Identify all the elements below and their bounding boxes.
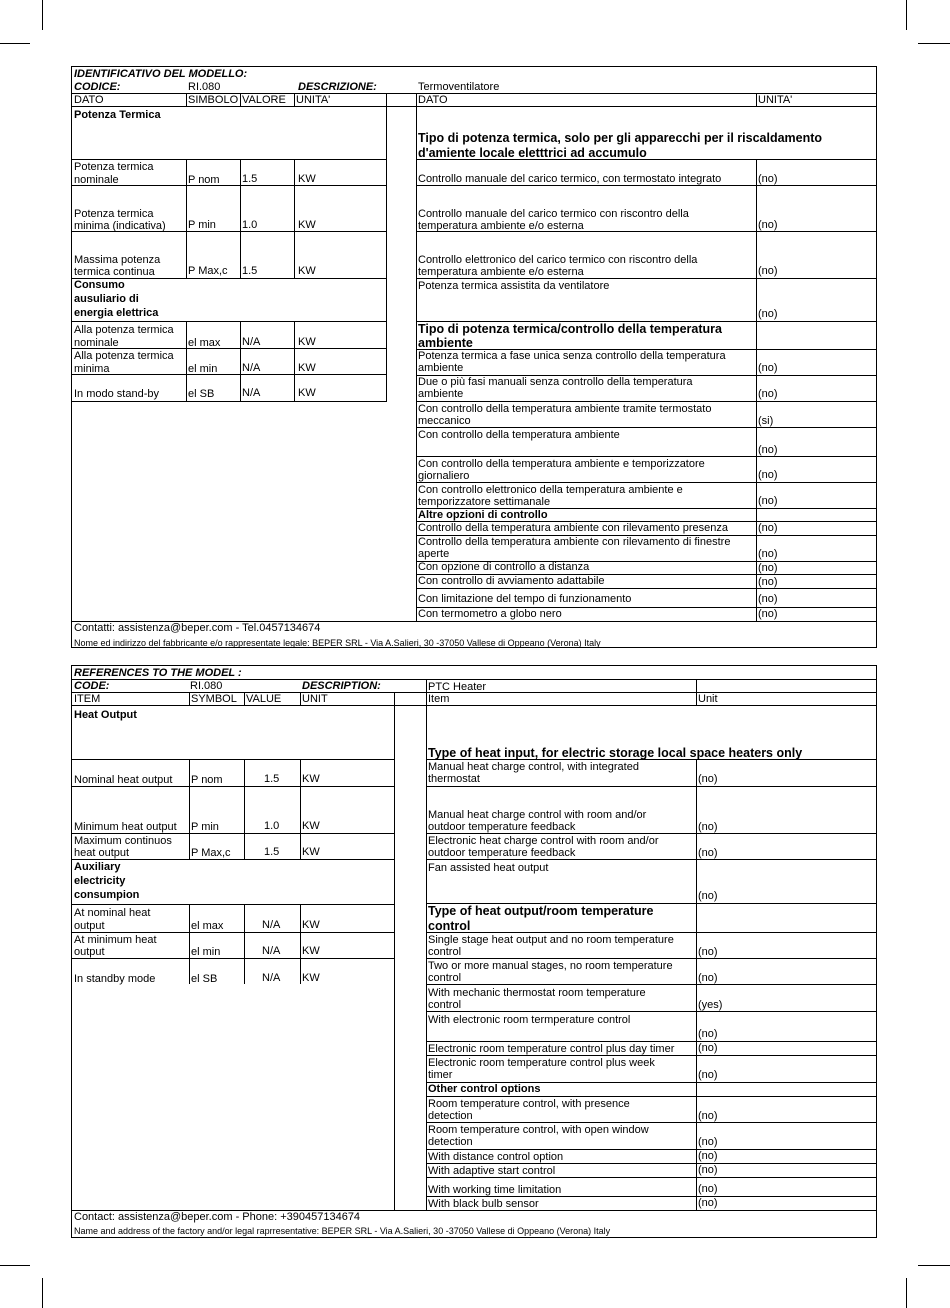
row-unit: KW xyxy=(298,387,316,399)
aux-title: Auxiliary xyxy=(74,861,121,873)
row-label: In standby mode xyxy=(74,973,156,985)
description-value: PTC Heater xyxy=(428,681,487,693)
crop-mark xyxy=(42,0,43,30)
heat-output-title: Potenza Termica xyxy=(74,109,161,121)
row-unit: KW xyxy=(298,219,316,231)
row-symbol: el max xyxy=(188,337,221,349)
col-symbol: SIMBOLO xyxy=(188,94,239,106)
col-value: VALORE xyxy=(242,94,286,106)
right-heading: control xyxy=(428,919,471,933)
right-row-value: (no) xyxy=(698,1028,718,1040)
row-label: At minimum heat xyxy=(74,934,157,946)
manufacturer-address: Nome ed indirizzo del fabbricante e/o rappresentate legale: BEPER SRL - Via A.Salieri, 30 -37050 Vallese di Oppeano (Verona) Italy xyxy=(74,638,601,648)
sheet-title: REFERENCES TO THE MODEL : xyxy=(74,667,242,679)
crop-mark xyxy=(0,43,30,44)
right-row-label: ambiente xyxy=(418,388,464,400)
row-label: At nominal heat xyxy=(74,907,151,919)
right-row-value: (no) xyxy=(758,608,778,620)
right-heading: d'amiente locale eletttrici ad accumulo xyxy=(418,146,647,160)
crop-mark xyxy=(906,0,907,30)
right-row-label: With distance control option xyxy=(428,1151,564,1163)
right-row-value: (no) xyxy=(758,219,778,231)
right-row-value: (no) xyxy=(758,562,778,574)
right-row-value: (no) xyxy=(758,469,778,481)
right-row-value: (no) xyxy=(698,1042,718,1054)
row-label: termica continua xyxy=(74,266,155,278)
right-row-label: Con controllo di avviamento adattabile xyxy=(418,575,605,587)
right-row-label: Manual heat charge control with room and/or xyxy=(428,809,647,821)
right-heading: Type of heat output/room temperature xyxy=(428,904,654,918)
other-options-title: Other control options xyxy=(428,1083,541,1095)
right-row-label: temporizzatore settimanale xyxy=(418,496,551,508)
right-row-label: outdoor temperature feedback xyxy=(428,847,576,859)
right-heading: Tipo di potenza termica/controllo della temperatura xyxy=(418,322,722,336)
right-row-label: outdoor temperature feedback xyxy=(428,821,576,833)
crop-mark xyxy=(918,43,950,44)
right-row-value: (no) xyxy=(698,1069,718,1081)
right-row-label: detection xyxy=(428,1136,473,1148)
right-row-label: Manual heat charge control, with integrated xyxy=(428,761,639,773)
aux-title: electricity xyxy=(74,875,126,887)
right-row-value: (no) xyxy=(698,946,718,958)
aux-title: Consumo xyxy=(74,279,125,291)
right-row-value: (no) xyxy=(698,1183,718,1195)
aux-title: energia elettrica xyxy=(74,307,159,319)
right-row-value: (no) xyxy=(698,821,718,833)
right-row-label: Con controllo della temperatura ambiente e temporizzatore xyxy=(418,458,705,470)
english-spec-sheet xyxy=(71,665,877,1238)
col-value: VALUE xyxy=(246,693,282,705)
row-unit: KW xyxy=(302,919,320,931)
row-symbol: el max xyxy=(191,920,224,932)
right-row-label: temperatura ambiente e/o esterna xyxy=(418,266,584,278)
right-row-label: With electronic room termperature control xyxy=(428,1014,631,1026)
crop-mark xyxy=(42,1278,43,1308)
row-value: 1.0 xyxy=(242,219,258,231)
row-value: 1.5 xyxy=(264,773,280,785)
row-unit: KW xyxy=(302,773,320,785)
row-value: N/A xyxy=(262,945,281,957)
row-unit: KW xyxy=(302,820,320,832)
right-row-label: Electronic heat charge control with room and/or xyxy=(428,835,659,847)
right-row-label: Room temperature control, with presence xyxy=(428,1098,630,1110)
sheet-title: IDENTIFICATIVO DEL MODELLO: xyxy=(74,68,248,80)
description-value: Termoventilatore xyxy=(418,81,500,93)
row-unit: KW xyxy=(298,336,316,348)
code-value: RI.080 xyxy=(188,81,221,93)
code-label: CODICE: xyxy=(74,81,121,93)
right-row-label: Controllo manuale del carico termico, con termostato integrato xyxy=(418,173,722,185)
row-label: minima (indicativa) xyxy=(74,220,166,232)
row-symbol: P Max,c xyxy=(188,265,228,277)
right-row-value: (no) xyxy=(758,495,778,507)
right-heading: ambiente xyxy=(418,336,473,350)
right-row-label: giornaliero xyxy=(418,470,470,482)
right-row-label: Two or more manual stages, no room temperature xyxy=(428,960,673,972)
right-row-label: Potenza termica assistita da ventilatore xyxy=(418,280,610,292)
right-row-label: detection xyxy=(428,1110,473,1122)
col-symbol: SYMBOL xyxy=(191,693,237,705)
row-unit: KW xyxy=(298,265,316,277)
right-row-label: Electronic room temperature control plus week xyxy=(428,1057,655,1069)
description-label: DESCRIPTION: xyxy=(302,680,381,692)
right-row-label: Controllo manuale del carico termico con riscontro della xyxy=(418,208,689,220)
row-label: Nominal heat output xyxy=(74,774,173,786)
col-unit-right: UNITA' xyxy=(758,94,793,106)
row-symbol: el SB xyxy=(191,973,218,985)
right-row-label: Con opzione di controllo a distanza xyxy=(418,561,590,573)
right-row-value: (no) xyxy=(758,576,778,588)
right-row-label: Potenza termica a fase unica senza controllo della temperatura xyxy=(418,350,726,362)
right-row-label: With working time limitation xyxy=(428,1184,562,1196)
right-row-label: thermostat xyxy=(428,773,480,785)
row-label: Massima potenza xyxy=(74,254,161,266)
row-unit: KW xyxy=(298,173,316,185)
right-row-label: aperte xyxy=(418,548,450,560)
right-row-value: (si) xyxy=(758,415,774,427)
right-row-label: timer xyxy=(428,1069,453,1081)
right-row-value: (no) xyxy=(758,308,778,320)
row-symbol: P min xyxy=(191,821,219,833)
row-unit: KW xyxy=(302,846,320,858)
col-unit: UNIT xyxy=(302,693,328,705)
code-label: CODE: xyxy=(74,680,110,692)
row-label: In modo stand-by xyxy=(74,388,159,400)
row-label: output xyxy=(74,920,105,932)
right-row-value: (no) xyxy=(698,890,718,902)
right-row-value: (no) xyxy=(758,362,778,374)
row-value: N/A xyxy=(242,387,261,399)
right-row-value: (no) xyxy=(698,773,718,785)
row-label: nominale xyxy=(74,174,119,186)
crop-mark xyxy=(0,1265,30,1266)
row-symbol: P nom xyxy=(188,174,220,186)
row-value: 1.5 xyxy=(242,265,258,277)
right-row-value: (no) xyxy=(758,444,778,456)
right-row-label: Controllo elettronico del carico termico con riscontro della xyxy=(418,254,698,266)
crop-mark xyxy=(906,1278,907,1308)
row-label: heat output xyxy=(74,847,130,859)
right-row-value: (no) xyxy=(698,847,718,859)
right-row-label: With mechanic thermostat room temperature xyxy=(428,987,646,999)
right-row-value: (no) xyxy=(698,1110,718,1122)
row-symbol: el SB xyxy=(188,388,215,400)
aux-title: ausuliario di xyxy=(74,293,139,305)
right-row-label: meccanico xyxy=(418,415,471,427)
right-row-value: (no) xyxy=(758,522,778,534)
right-row-label: ambiente xyxy=(418,362,464,374)
row-unit: KW xyxy=(302,972,320,984)
right-heading: Tipo di potenza termica, solo per gli apparecchi per il riscaldamento xyxy=(418,131,823,145)
right-row-value: (yes) xyxy=(698,999,723,1011)
row-symbol: el min xyxy=(191,946,221,958)
right-row-value: (no) xyxy=(758,173,778,185)
right-heading: Type of heat input, for electric storage local space heaters only xyxy=(428,746,803,760)
right-row-label: Room temperature control, with open window xyxy=(428,1124,649,1136)
row-value: N/A xyxy=(262,972,281,984)
row-unit: KW xyxy=(302,945,320,957)
right-row-label: Con controllo elettronico della temperatura ambiente e xyxy=(418,484,683,496)
right-row-label: Con limitazione del tempo di funzionamento xyxy=(418,593,632,605)
right-row-label: Electronic room temperature control plus day timer xyxy=(428,1043,675,1055)
right-row-label: With black bulb sensor xyxy=(428,1198,539,1210)
right-row-label: control xyxy=(428,999,462,1011)
right-row-value: (no) xyxy=(698,1136,718,1148)
right-row-label: temperatura ambiente e/o esterna xyxy=(418,220,584,232)
row-unit: KW xyxy=(298,362,316,374)
row-label: Minimum heat output xyxy=(74,821,177,833)
right-row-value: (no) xyxy=(698,1164,718,1176)
row-value: N/A xyxy=(262,919,281,931)
row-value: 1.5 xyxy=(264,846,280,858)
contact-line: Contatti: assistenza@beper.com - Tel.0457134674 xyxy=(74,622,321,634)
col-item: ITEM xyxy=(74,693,101,705)
row-label: Alla potenza termica xyxy=(74,324,174,336)
row-label: Potenza termica xyxy=(74,161,154,173)
right-row-value: (no) xyxy=(758,265,778,277)
right-row-value: (no) xyxy=(698,1150,718,1162)
aux-title: consumpion xyxy=(74,889,140,901)
col-item-right: Item xyxy=(428,693,450,705)
right-row-label: Due o più fasi manuali senza controllo della temperatura xyxy=(418,376,693,388)
row-label: Potenza termica xyxy=(74,208,154,220)
row-symbol: P nom xyxy=(191,774,223,786)
italian-spec-sheet xyxy=(71,66,877,648)
col-unit-right: Unit xyxy=(698,693,718,705)
description-label: DESCRIZIONE: xyxy=(298,81,377,93)
right-row-value: (no) xyxy=(698,972,718,984)
row-label: Alla potenza termica xyxy=(74,350,174,362)
col-item: DATO xyxy=(74,94,104,106)
right-row-value: (no) xyxy=(758,593,778,605)
right-row-value: (no) xyxy=(698,1197,718,1209)
right-row-label: Con controllo della temperatura ambiente tramite termostato xyxy=(418,403,712,415)
right-row-label: control xyxy=(428,946,462,958)
other-options-title: Altre opzioni di controllo xyxy=(418,509,548,521)
col-item-right: DATO xyxy=(418,94,448,106)
manufacturer-address: Name and address of the factory and/or legal raprresentative: BEPER SRL - Via A.Salieri, 30 -37050 Vallese di Oppeano (Verona) Italy xyxy=(74,1226,611,1236)
contact-line: Contact: assistenza@beper.com - Phone: +390457134674 xyxy=(74,1211,361,1223)
right-row-label: Controllo della temperatura ambiente con rilevamento presenza xyxy=(418,522,729,534)
heat-output-title: Heat Output xyxy=(74,709,137,721)
row-value: 1.5 xyxy=(242,173,258,185)
row-label: Maximum continuos xyxy=(74,835,172,847)
row-symbol: el min xyxy=(188,363,218,375)
row-value: 1.0 xyxy=(264,820,280,832)
crop-mark xyxy=(918,1265,950,1266)
col-unit: UNITA' xyxy=(296,94,331,106)
right-row-label: control xyxy=(428,972,462,984)
row-label: output xyxy=(74,946,105,958)
right-row-label: Fan assisted heat output xyxy=(428,862,549,874)
right-row-label: Controllo della temperatura ambiente con rilevamento di finestre xyxy=(418,536,731,548)
code-value: RI.080 xyxy=(190,680,223,692)
row-value: N/A xyxy=(242,336,261,348)
row-value: N/A xyxy=(242,362,261,374)
row-label: minima xyxy=(74,363,110,375)
row-label: nominale xyxy=(74,337,119,349)
right-row-label: Con controllo della temperatura ambiente xyxy=(418,429,620,441)
right-row-value: (no) xyxy=(758,548,778,560)
row-symbol: P min xyxy=(188,219,216,231)
row-symbol: P Max,c xyxy=(191,847,231,859)
right-row-label: Single stage heat output and no room temperature xyxy=(428,934,674,946)
right-row-label: Con termometro a globo nero xyxy=(418,608,562,620)
right-row-label: With adaptive start control xyxy=(428,1165,556,1177)
right-row-value: (no) xyxy=(758,388,778,400)
